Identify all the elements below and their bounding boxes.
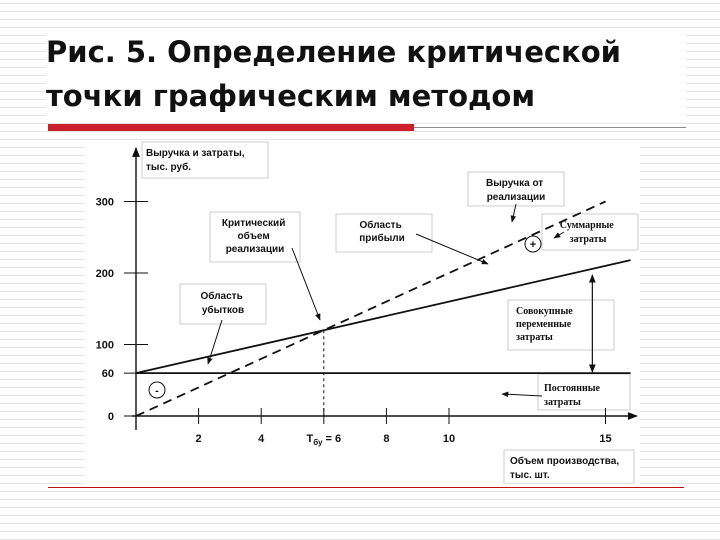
y-tick-label: 100	[95, 339, 114, 352]
total-costs-label-line-1: Суммарные	[559, 220, 614, 231]
xlabel-line-2: тыс. шт.	[510, 470, 550, 481]
revenue-leader-arrow	[512, 204, 516, 222]
breakeven-x-label	[306, 433, 341, 447]
y-tick-label: 200	[95, 268, 114, 280]
profit-plus-sign: +	[529, 239, 537, 251]
fixed-leader-arrow	[502, 394, 542, 396]
loss-leader-arrow	[208, 320, 222, 364]
x-tick-label: 4	[258, 433, 265, 445]
x-tick-label: 2	[195, 433, 202, 445]
breakeven-x-label-main: Т	[306, 433, 314, 445]
chart-figure	[84, 140, 640, 484]
slide-title	[46, 30, 686, 118]
ylabel-line-1: Выручка и затраты,	[146, 148, 245, 159]
bottom-divider	[48, 487, 684, 488]
breakeven-x-label-sub: бу	[313, 438, 323, 447]
total-costs-label-line-2: затраты	[569, 234, 607, 245]
x-tick-label: 10	[442, 433, 456, 445]
breakeven-x-label-rest: = 6	[322, 433, 342, 445]
variable-label-line-1: Совокупные	[516, 306, 573, 317]
critical-label-line-1: Критический	[221, 218, 286, 229]
slide-title-line-2: точки графическим методом	[46, 79, 536, 113]
loss-minus-sign: -	[155, 385, 159, 397]
revenue-label-line-1: Выручка от	[486, 178, 544, 189]
accent-bar	[48, 124, 414, 131]
profit-label-line-2: прибыли	[359, 233, 405, 244]
profit-label-line-1: Область	[359, 220, 402, 231]
y-tick-label: 0	[107, 411, 114, 423]
critical-label-line-2: объем	[237, 231, 270, 242]
loss-label-line-2: убытков	[201, 305, 245, 316]
critical-label-line-3: реализации	[225, 244, 285, 255]
loss-label-line-1: Область	[200, 291, 243, 302]
critical-leader-arrow	[292, 248, 320, 320]
accent-line	[414, 127, 686, 128]
variable-label-line-3: затраты	[516, 332, 553, 343]
ylabel-line-2: тыс. руб.	[146, 162, 192, 173]
variable-label-line-2: переменные	[516, 319, 572, 330]
revenue-label-line-2: реализации	[486, 192, 546, 203]
y-tick-label: 300	[95, 196, 114, 209]
xlabel-line-1: Объем производства,	[510, 456, 620, 467]
x-tick-label: 8	[383, 433, 390, 445]
x-tick-label: 15	[599, 433, 612, 445]
slide-title-line-1: Рис. 5. Определение критической	[46, 35, 621, 69]
loss-label-box	[180, 284, 266, 324]
fixed-label-line-1: Постоянные	[544, 383, 600, 394]
breakeven-chart	[84, 140, 640, 484]
y-tick-label: 60	[101, 368, 114, 381]
fixed-label-line-2: затраты	[544, 397, 581, 408]
